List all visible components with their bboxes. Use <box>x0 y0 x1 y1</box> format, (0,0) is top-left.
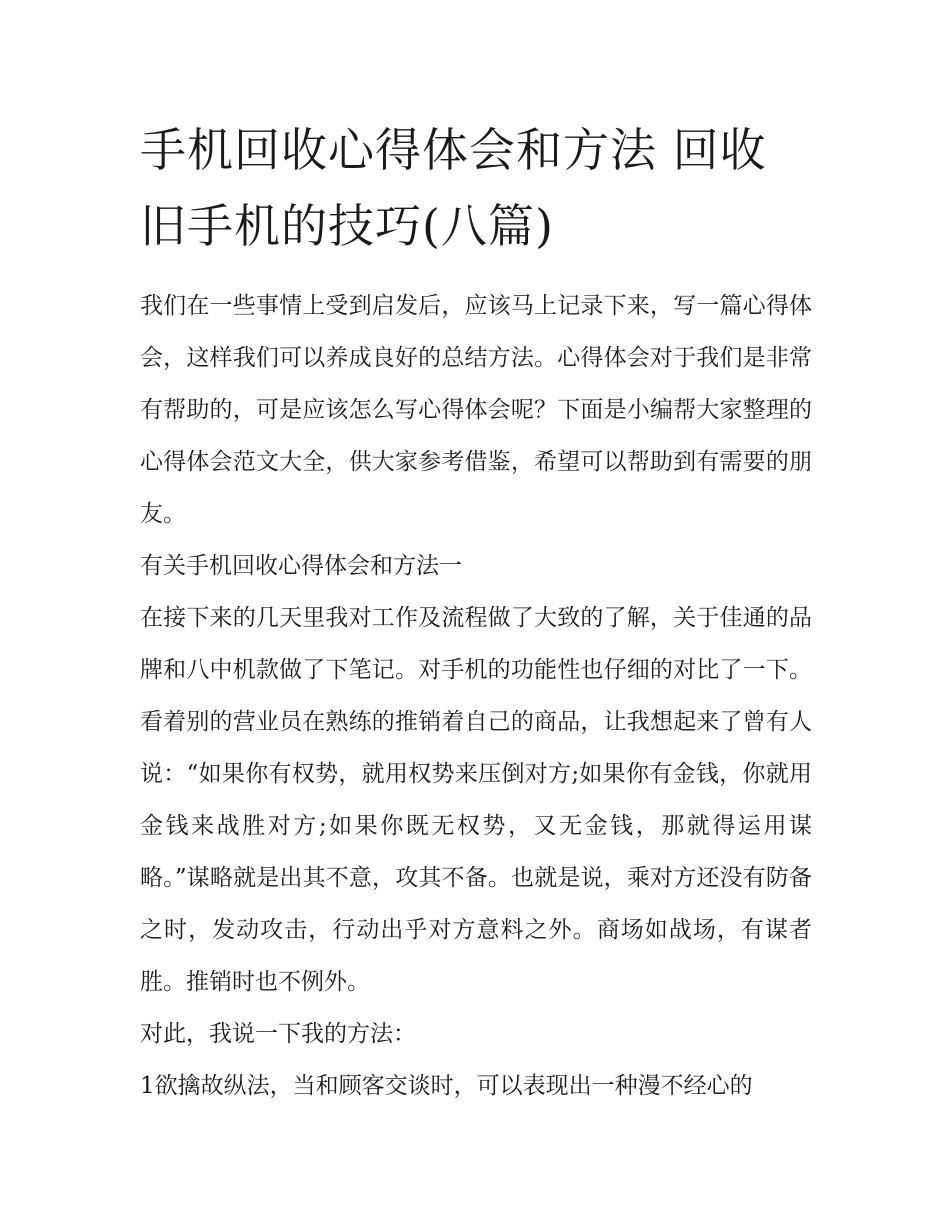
method-item-paragraph: 1欲擒故纵法，当和顾客交谈时，可以表现出一种漫不经心的 <box>140 1073 753 1099</box>
body-paragraph: 在接下来的几天里我对工作及流程做了大致的了解，关于佳通的品牌和八中机款做了下笔记。对手机的功能性也仔细的对比了一下。看着别的营业员在熟练的推销着自己的商品，让我想起来了曾有人说：“如果你有权势，就用权势来压倒对方;如果你有金钱，你就用金钱来战胜对方;如果你既无权势，又无金钱，那就得运用谋略。”谋略就是出其不意，攻其不备。也就是说，乘对方还没有防备之时，发动攻击，行动出乎对方意料之外。商场如战场，有谋者胜。推销时也不例外。 <box>140 605 812 995</box>
section-heading: 有关手机回收心得体会和方法一 <box>140 553 462 579</box>
intro-paragraph: 我们在一些事情上受到启发后，应该马上记录下来，写一篇心得体会，这样我们可以养成良好的总结方法。心得体会对于我们是非常有帮助的，可是应该怎么写心得体会呢？下面是小编帮大家整理的心得体会范文大全，供大家参考借鉴，希望可以帮助到有需要的朋友。 <box>140 293 812 527</box>
method-intro-paragraph: 对此，我说一下我的方法： <box>140 1021 416 1047</box>
document-title: 手机回收心得体会和方法 回收旧手机的技巧(八篇) <box>140 123 767 253</box>
document-page <box>140 112 812 1112</box>
